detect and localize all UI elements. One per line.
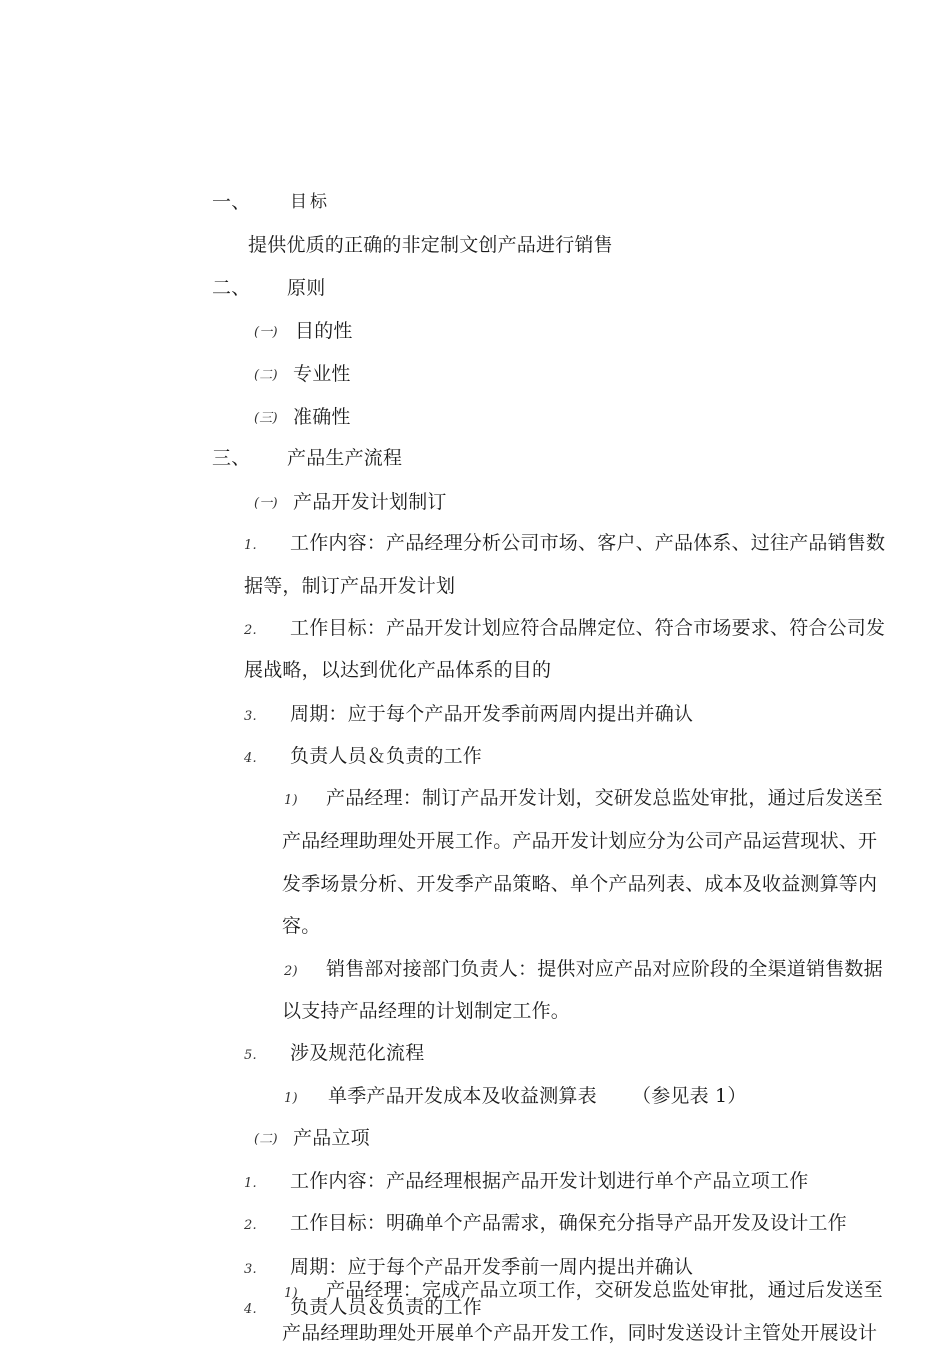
section-1-title: 目标 xyxy=(290,192,330,212)
flow-1-reference: （参见表 1） xyxy=(632,1085,747,1107)
item-2-line1: 工作目标：产品开发计划应符合品牌定位、符合市场要求、符合公司发 xyxy=(290,617,886,639)
subsection-1-title: 产品开发计划制订 xyxy=(293,491,447,513)
s2-item-3-text: 周期：应于每个产品开发季前一周内提出并确认 xyxy=(290,1256,694,1278)
section-1-text: 提供优质的正确的非定制文创产品进行销售 xyxy=(248,234,613,256)
principle-2-number: (二) xyxy=(254,368,278,383)
s2-role-1-number: 1) xyxy=(284,1286,298,1301)
role-2-number: 2) xyxy=(284,964,298,979)
role-1-line3: 发季场景分析、开发季产品策略、单个产品列表、成本及收益测算等内 xyxy=(282,873,878,895)
s2-item-2-number: 2. xyxy=(244,1218,257,1233)
section-1-number: 一、 xyxy=(212,191,251,213)
subsection-2-number: (二) xyxy=(254,1132,278,1147)
s2-item-3-number: 3. xyxy=(244,1262,257,1277)
item-1-line1: 工作内容：产品经理分析公司市场、客户、产品体系、过往产品销售数 xyxy=(290,532,886,554)
role-1-line4: 容。 xyxy=(282,915,321,937)
role-2-line2: 以支持产品经理的计划制定工作。 xyxy=(282,1000,571,1022)
item-4-number: 4. xyxy=(244,751,257,766)
item-4-text: 负责人员＆负责的工作 xyxy=(290,745,483,767)
section-2-number: 二、 xyxy=(212,277,251,299)
role-1-number: 1) xyxy=(284,793,298,808)
role-2-line1: 销售部对接部门负责人：提供对应产品对应阶段的全渠道销售数据 xyxy=(326,958,883,980)
principle-3-number: (三) xyxy=(254,411,278,426)
role-1-line2: 产品经理助理处开展工作。产品开发计划应分为公司产品运营现状、开 xyxy=(282,830,878,852)
section-2-title: 原则 xyxy=(287,277,326,299)
role-1-line1: 产品经理：制订产品开发计划，交研发总监处审批，通过后发送至 xyxy=(326,787,883,809)
item-1-number: 1. xyxy=(244,538,257,553)
s2-item-2-text: 工作目标：明确单个产品需求，确保充分指导产品开发及设计工作 xyxy=(290,1212,847,1234)
principle-2-text: 专业性 xyxy=(293,363,351,385)
s2-item-4-number: 4. xyxy=(244,1302,257,1317)
item-5-number: 5. xyxy=(244,1048,257,1063)
flow-1-text: 单季产品开发成本及收益测算表 xyxy=(328,1085,597,1107)
s2-item-1-text: 工作内容：产品经理根据产品开发计划进行单个产品立项工作 xyxy=(290,1170,809,1192)
subsection-2-title: 产品立项 xyxy=(293,1127,370,1149)
principle-1-text: 目的性 xyxy=(295,320,353,342)
subsection-1-number: (一) xyxy=(254,496,278,511)
s2-role-1-line1: 产品经理：完成产品立项工作，交研发总监处审批，通过后发送至 xyxy=(326,1279,883,1301)
principle-3-text: 准确性 xyxy=(293,406,351,428)
item-5-text: 涉及规范化流程 xyxy=(290,1042,425,1064)
item-3-number: 3. xyxy=(244,709,257,724)
s2-item-1-number: 1. xyxy=(244,1176,257,1191)
flow-1-number: 1) xyxy=(284,1091,298,1106)
item-3-text: 周期：应于每个产品开发季前两周内提出并确认 xyxy=(290,703,694,725)
section-3-title: 产品生产流程 xyxy=(287,447,403,469)
item-1-line2: 据等，制订产品开发计划 xyxy=(244,575,456,597)
s2-item-4-text: 负责人员＆负责的工作 xyxy=(290,1296,483,1318)
item-2-line2: 展战略，以达到优化产品体系的目的 xyxy=(244,659,552,681)
item-2-number: 2. xyxy=(244,623,257,638)
section-3-number: 三、 xyxy=(212,447,251,469)
s2-role-1-line2: 产品经理助理处开展单个产品开发工作，同时发送设计主管处开展设计 xyxy=(282,1322,878,1344)
principle-1-number: (一) xyxy=(254,325,278,340)
